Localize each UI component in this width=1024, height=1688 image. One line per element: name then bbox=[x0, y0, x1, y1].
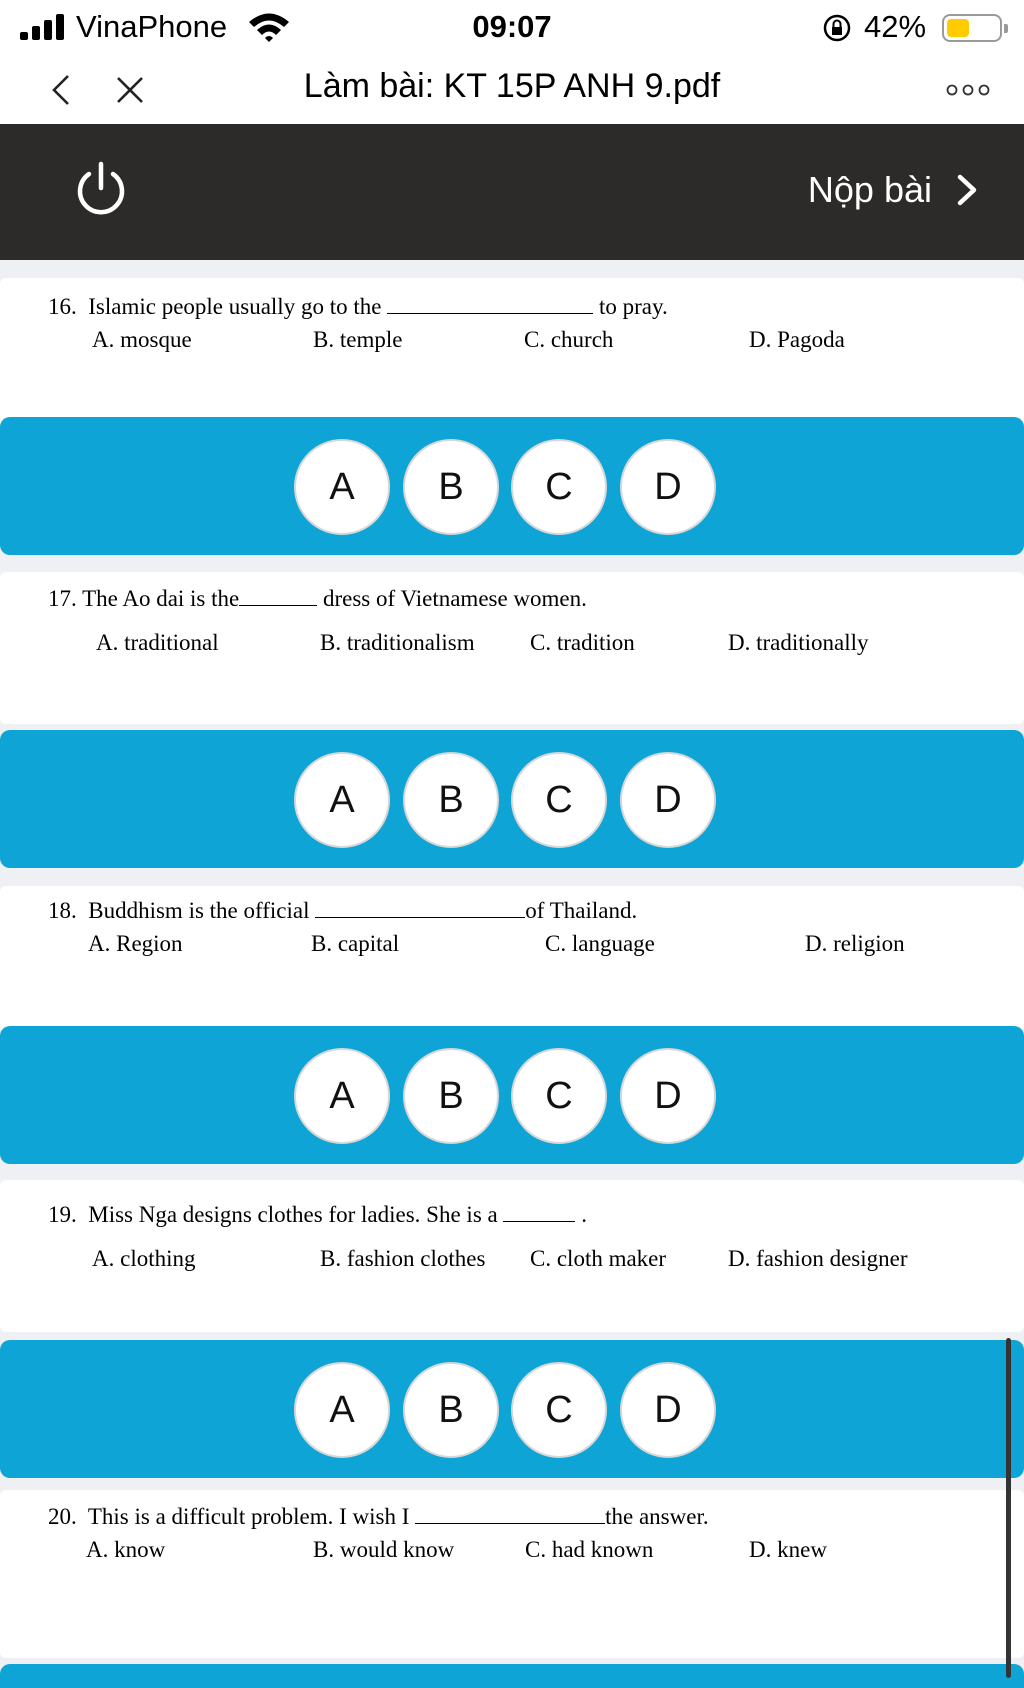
battery-icon bbox=[942, 14, 1002, 42]
stem-before: This is a difficult problem. I wish I bbox=[87, 1504, 410, 1529]
rotation-lock-icon bbox=[822, 13, 852, 43]
option-d: D. fashion designer bbox=[728, 1246, 908, 1271]
question-stem bbox=[48, 586, 587, 612]
question-text-box bbox=[0, 278, 1024, 428]
stem-after: the answer. bbox=[605, 1504, 709, 1529]
answer-d-button[interactable]: D bbox=[620, 1362, 716, 1458]
answer-bar bbox=[0, 1664, 1024, 1688]
answer-a-button[interactable]: A bbox=[294, 1048, 390, 1144]
answer-a-button[interactable]: A bbox=[294, 439, 390, 535]
stem-before: Buddhism is the official bbox=[88, 898, 310, 923]
option-d: D. knew bbox=[749, 1537, 827, 1562]
answer-c-button[interactable]: C bbox=[511, 752, 607, 848]
option-d: D. traditionally bbox=[728, 630, 869, 655]
answer-b-button[interactable]: B bbox=[403, 752, 499, 848]
question-number: 20. bbox=[48, 1504, 77, 1529]
stem-after: . bbox=[581, 1202, 587, 1227]
option-a: A. mosque bbox=[92, 327, 192, 352]
answer-a-button[interactable]: A bbox=[294, 1362, 390, 1458]
answer-bar bbox=[0, 1340, 1024, 1478]
option-a: A. Region bbox=[88, 931, 183, 956]
answer-c-button[interactable]: C bbox=[511, 439, 607, 535]
answer-blank bbox=[503, 1204, 575, 1222]
option-d: D. Pagoda bbox=[749, 327, 845, 352]
option-c: C. church bbox=[524, 327, 614, 352]
app-header bbox=[0, 124, 1024, 260]
question-stem bbox=[48, 1202, 587, 1228]
battery-percent: 42% bbox=[864, 9, 927, 44]
answer-d-button[interactable]: D bbox=[620, 1048, 716, 1144]
option-a: A. clothing bbox=[92, 1246, 196, 1271]
question-stem bbox=[48, 898, 637, 924]
option-a: A. know bbox=[86, 1537, 166, 1562]
option-c: C. cloth maker bbox=[530, 1246, 667, 1271]
answer-blank bbox=[415, 1506, 605, 1524]
page-title: Làm bài: KT 15P ANH 9.pdf bbox=[303, 67, 721, 105]
answer-b-button[interactable]: B bbox=[403, 1048, 499, 1144]
chevron-left-icon[interactable] bbox=[46, 70, 76, 110]
question-text-box bbox=[0, 1490, 1024, 1658]
answer-d-button[interactable]: D bbox=[620, 439, 716, 535]
stem-after: to pray. bbox=[598, 294, 668, 319]
stem-before: The Ao dai is the bbox=[82, 586, 240, 611]
answer-bar bbox=[0, 417, 1024, 555]
answer-b-button[interactable]: B bbox=[403, 439, 499, 535]
option-b: B. capital bbox=[311, 931, 400, 956]
option-c: C. had known bbox=[525, 1537, 654, 1562]
answer-blank bbox=[387, 296, 593, 314]
carrier-name: VinaPhone bbox=[76, 9, 228, 44]
question-text-box bbox=[0, 1180, 1024, 1332]
option-a: A. traditional bbox=[96, 630, 219, 655]
signal-strength-icon bbox=[20, 14, 72, 40]
option-b: B. traditionalism bbox=[320, 630, 475, 655]
status-bar bbox=[0, 0, 1024, 56]
question-number: 18. bbox=[48, 898, 77, 923]
option-b: B. fashion clothes bbox=[320, 1246, 486, 1271]
option-b: B. would know bbox=[313, 1537, 455, 1562]
stem-before: Miss Nga designs clothes for ladies. She is a bbox=[88, 1202, 498, 1227]
question-number: 19. bbox=[48, 1202, 77, 1227]
stem-after: dress of Vietnamese women. bbox=[322, 586, 587, 611]
submit-label: Nộp bài bbox=[807, 169, 932, 210]
answer-a-button[interactable]: A bbox=[294, 752, 390, 848]
close-icon[interactable] bbox=[112, 72, 148, 108]
option-d: D. religion bbox=[805, 931, 905, 956]
scrollbar[interactable] bbox=[1006, 1338, 1011, 1678]
navigation-bar bbox=[0, 56, 1024, 124]
answer-d-button[interactable]: D bbox=[620, 752, 716, 848]
stem-before: Islamic people usually go to the bbox=[88, 294, 382, 319]
submit-button[interactable] bbox=[760, 162, 980, 218]
answer-blank bbox=[239, 588, 317, 606]
option-c: C. tradition bbox=[530, 630, 635, 655]
question-stem bbox=[48, 1504, 709, 1530]
chevron-right-icon bbox=[954, 172, 980, 208]
status-time: 09:07 bbox=[472, 9, 552, 44]
stem-after: of Thailand. bbox=[525, 898, 638, 923]
question-stem bbox=[48, 294, 668, 320]
question-text-box bbox=[0, 886, 1024, 1032]
option-c: C. language bbox=[545, 931, 655, 956]
question-text-box bbox=[0, 572, 1024, 724]
answer-bar bbox=[0, 1026, 1024, 1164]
answer-bar bbox=[0, 730, 1024, 868]
answer-b-button[interactable]: B bbox=[403, 1362, 499, 1458]
answer-blank bbox=[315, 900, 525, 918]
question-number: 16. bbox=[48, 294, 77, 319]
wifi-icon bbox=[247, 11, 291, 43]
option-b: B. temple bbox=[313, 327, 403, 352]
answer-c-button[interactable]: C bbox=[511, 1362, 607, 1458]
more-dots-icon[interactable] bbox=[944, 80, 992, 100]
answer-c-button[interactable]: C bbox=[511, 1048, 607, 1144]
question-number: 17. bbox=[48, 586, 77, 611]
power-icon[interactable] bbox=[74, 160, 128, 216]
battery-level-fill bbox=[947, 19, 969, 37]
